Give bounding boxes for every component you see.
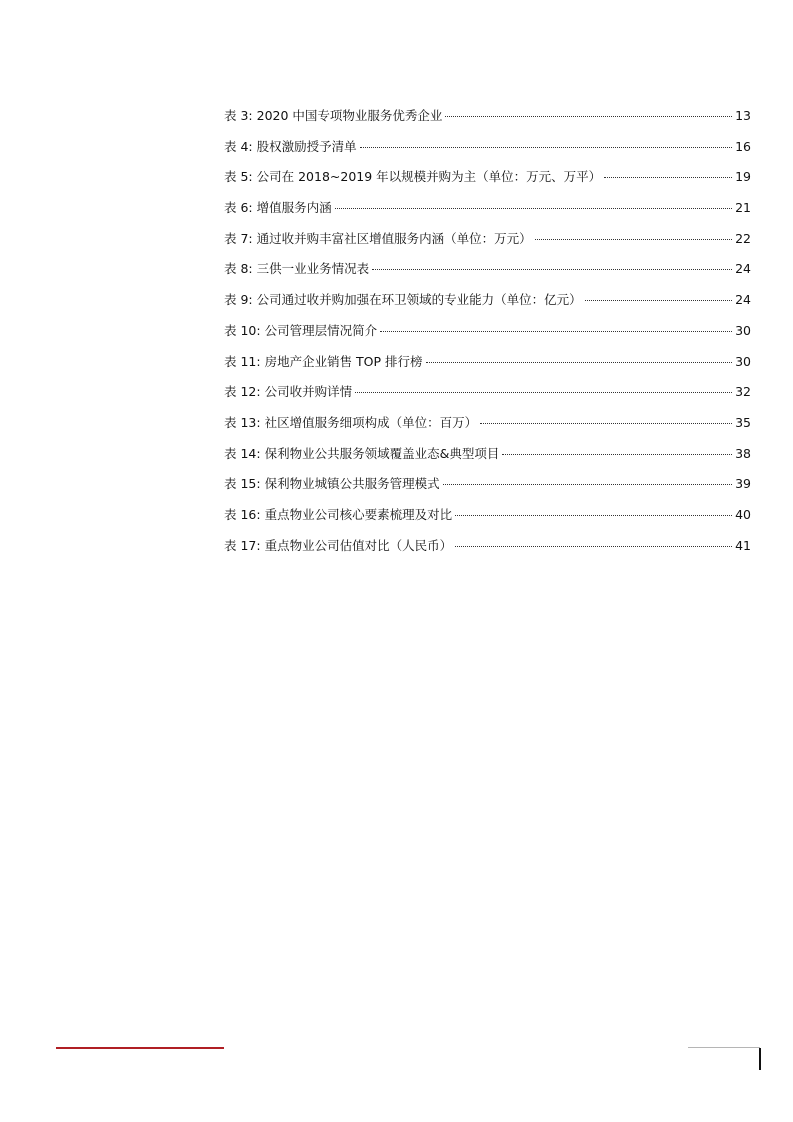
toc-entry-title (224, 536, 452, 556)
footer-right-rule (688, 1047, 760, 1048)
toc-entry-title (224, 413, 477, 433)
toc-entry-text: 保利物业公共服务领域覆盖业态&典型项目 (264, 445, 500, 461)
toc-entry[interactable] (224, 536, 751, 567)
toc-dot-leader (585, 300, 732, 301)
toc-entry-text: 增值服务内涵 (256, 200, 332, 216)
toc-entry-title (224, 137, 357, 157)
toc-entry-text: 2020 中国专项物业服务优秀企业 (256, 108, 443, 123)
toc-entry-label: 表 8: (224, 261, 253, 277)
toc-entry-text: 公司管理层情况简介 (264, 322, 378, 338)
toc-entry-page: 39 (735, 476, 751, 492)
toc-entry[interactable] (224, 290, 751, 321)
toc-entry-label: 表 14: (224, 445, 261, 461)
toc-entry-text: 三供一业业务情况表 (256, 261, 370, 277)
toc-entry-label: 表 11: (224, 353, 261, 369)
toc-entry[interactable] (224, 137, 751, 168)
toc-entry-text: 房地产企业销售 TOP 排行榜 (264, 353, 423, 369)
toc-entry[interactable] (224, 444, 751, 475)
toc-entry[interactable] (224, 167, 751, 198)
toc-entry-page: 24 (735, 261, 751, 277)
toc-entry-text: 重点物业公司核心要素梳理及对比 (264, 506, 453, 522)
toc-dot-leader (502, 454, 732, 455)
toc-entry[interactable] (224, 259, 751, 290)
toc-entry-label: 表 12: (224, 384, 261, 400)
toc-entry-title (224, 321, 377, 341)
toc-entry-title (224, 106, 442, 126)
toc-entry-title (224, 352, 423, 372)
toc-entry[interactable] (224, 106, 751, 137)
toc-entry-text: 公司在 2018~2019 年以规模并购为主（单位：万元、万平） (256, 169, 602, 185)
toc-entry-page: 35 (735, 414, 751, 430)
toc-dot-leader (604, 177, 732, 178)
toc-dot-leader (335, 208, 732, 209)
toc-entry-label: 表 7: (224, 230, 253, 246)
toc-dot-leader (455, 546, 732, 547)
toc-entry-page: 30 (735, 353, 751, 369)
toc-dot-leader (360, 147, 732, 148)
table-of-tables (224, 106, 751, 566)
toc-dot-leader (355, 392, 732, 393)
toc-entry[interactable] (224, 382, 751, 413)
toc-entry-page: 30 (735, 322, 751, 338)
toc-entry-page: 13 (735, 108, 751, 123)
toc-entry-page: 19 (735, 169, 751, 185)
toc-entry-label: 表 9: (224, 292, 253, 308)
toc-entry-label: 表 13: (224, 414, 261, 430)
toc-entry-title (224, 229, 532, 249)
toc-entry-page: 24 (735, 292, 751, 308)
toc-dot-leader (426, 362, 733, 363)
toc-entry-title (224, 167, 601, 187)
toc-dot-leader (535, 239, 732, 240)
toc-entry-page: 40 (735, 506, 751, 522)
toc-entry-page: 16 (735, 138, 751, 154)
toc-entry-page: 41 (735, 537, 751, 553)
toc-entry-label: 表 5: (224, 169, 253, 185)
toc-dot-leader (480, 423, 732, 424)
toc-entry[interactable] (224, 229, 751, 260)
toc-entry-label: 表 17: (224, 537, 261, 553)
toc-entry-label: 表 10: (224, 322, 261, 338)
toc-entry-label: 表 4: (224, 138, 253, 154)
toc-entry-text: 股权激励授予清单 (256, 138, 357, 154)
toc-entry[interactable] (224, 474, 751, 505)
toc-entry-label: 表 6: (224, 200, 253, 216)
toc-entry[interactable] (224, 352, 751, 383)
toc-dot-leader (372, 269, 732, 270)
toc-entry-title (224, 444, 499, 464)
toc-entry-text: 公司通过收并购加强在环卫领域的专业能力（单位：亿元） (256, 292, 582, 308)
toc-entry-text: 通过收并购丰富社区增值服务内涵（单位：万元） (256, 230, 532, 246)
toc-dot-leader (455, 515, 732, 516)
toc-entry-page: 38 (735, 445, 751, 461)
toc-entry[interactable] (224, 321, 751, 352)
toc-entry-title (224, 474, 440, 494)
toc-dot-leader (445, 116, 732, 117)
toc-entry-title (224, 382, 352, 402)
footer-left-rule (56, 1047, 224, 1049)
toc-entry-title (224, 259, 369, 279)
toc-entry-label: 表 16: (224, 506, 261, 522)
toc-entry[interactable] (224, 198, 751, 229)
toc-dot-leader (443, 484, 733, 485)
toc-entry-label: 表 15: (224, 476, 261, 492)
toc-entry-text: 公司收并购详情 (264, 384, 353, 400)
toc-entry-text: 保利物业城镇公共服务管理模式 (264, 476, 440, 492)
footer-right-bar (759, 1048, 761, 1070)
toc-entry-page: 32 (735, 384, 751, 400)
toc-entry-page: 21 (735, 200, 751, 216)
toc-dot-leader (380, 331, 732, 332)
toc-entry-page: 22 (735, 230, 751, 246)
toc-entry-label: 表 3: (224, 108, 253, 123)
toc-entry-title (224, 505, 452, 525)
toc-entry-title (224, 198, 332, 218)
toc-entry[interactable] (224, 505, 751, 536)
toc-entry-text: 重点物业公司估值对比（人民币） (264, 537, 453, 553)
toc-entry-text: 社区增值服务细项构成（单位：百万） (264, 414, 478, 430)
toc-entry[interactable] (224, 413, 751, 444)
toc-entry-title (224, 290, 582, 310)
